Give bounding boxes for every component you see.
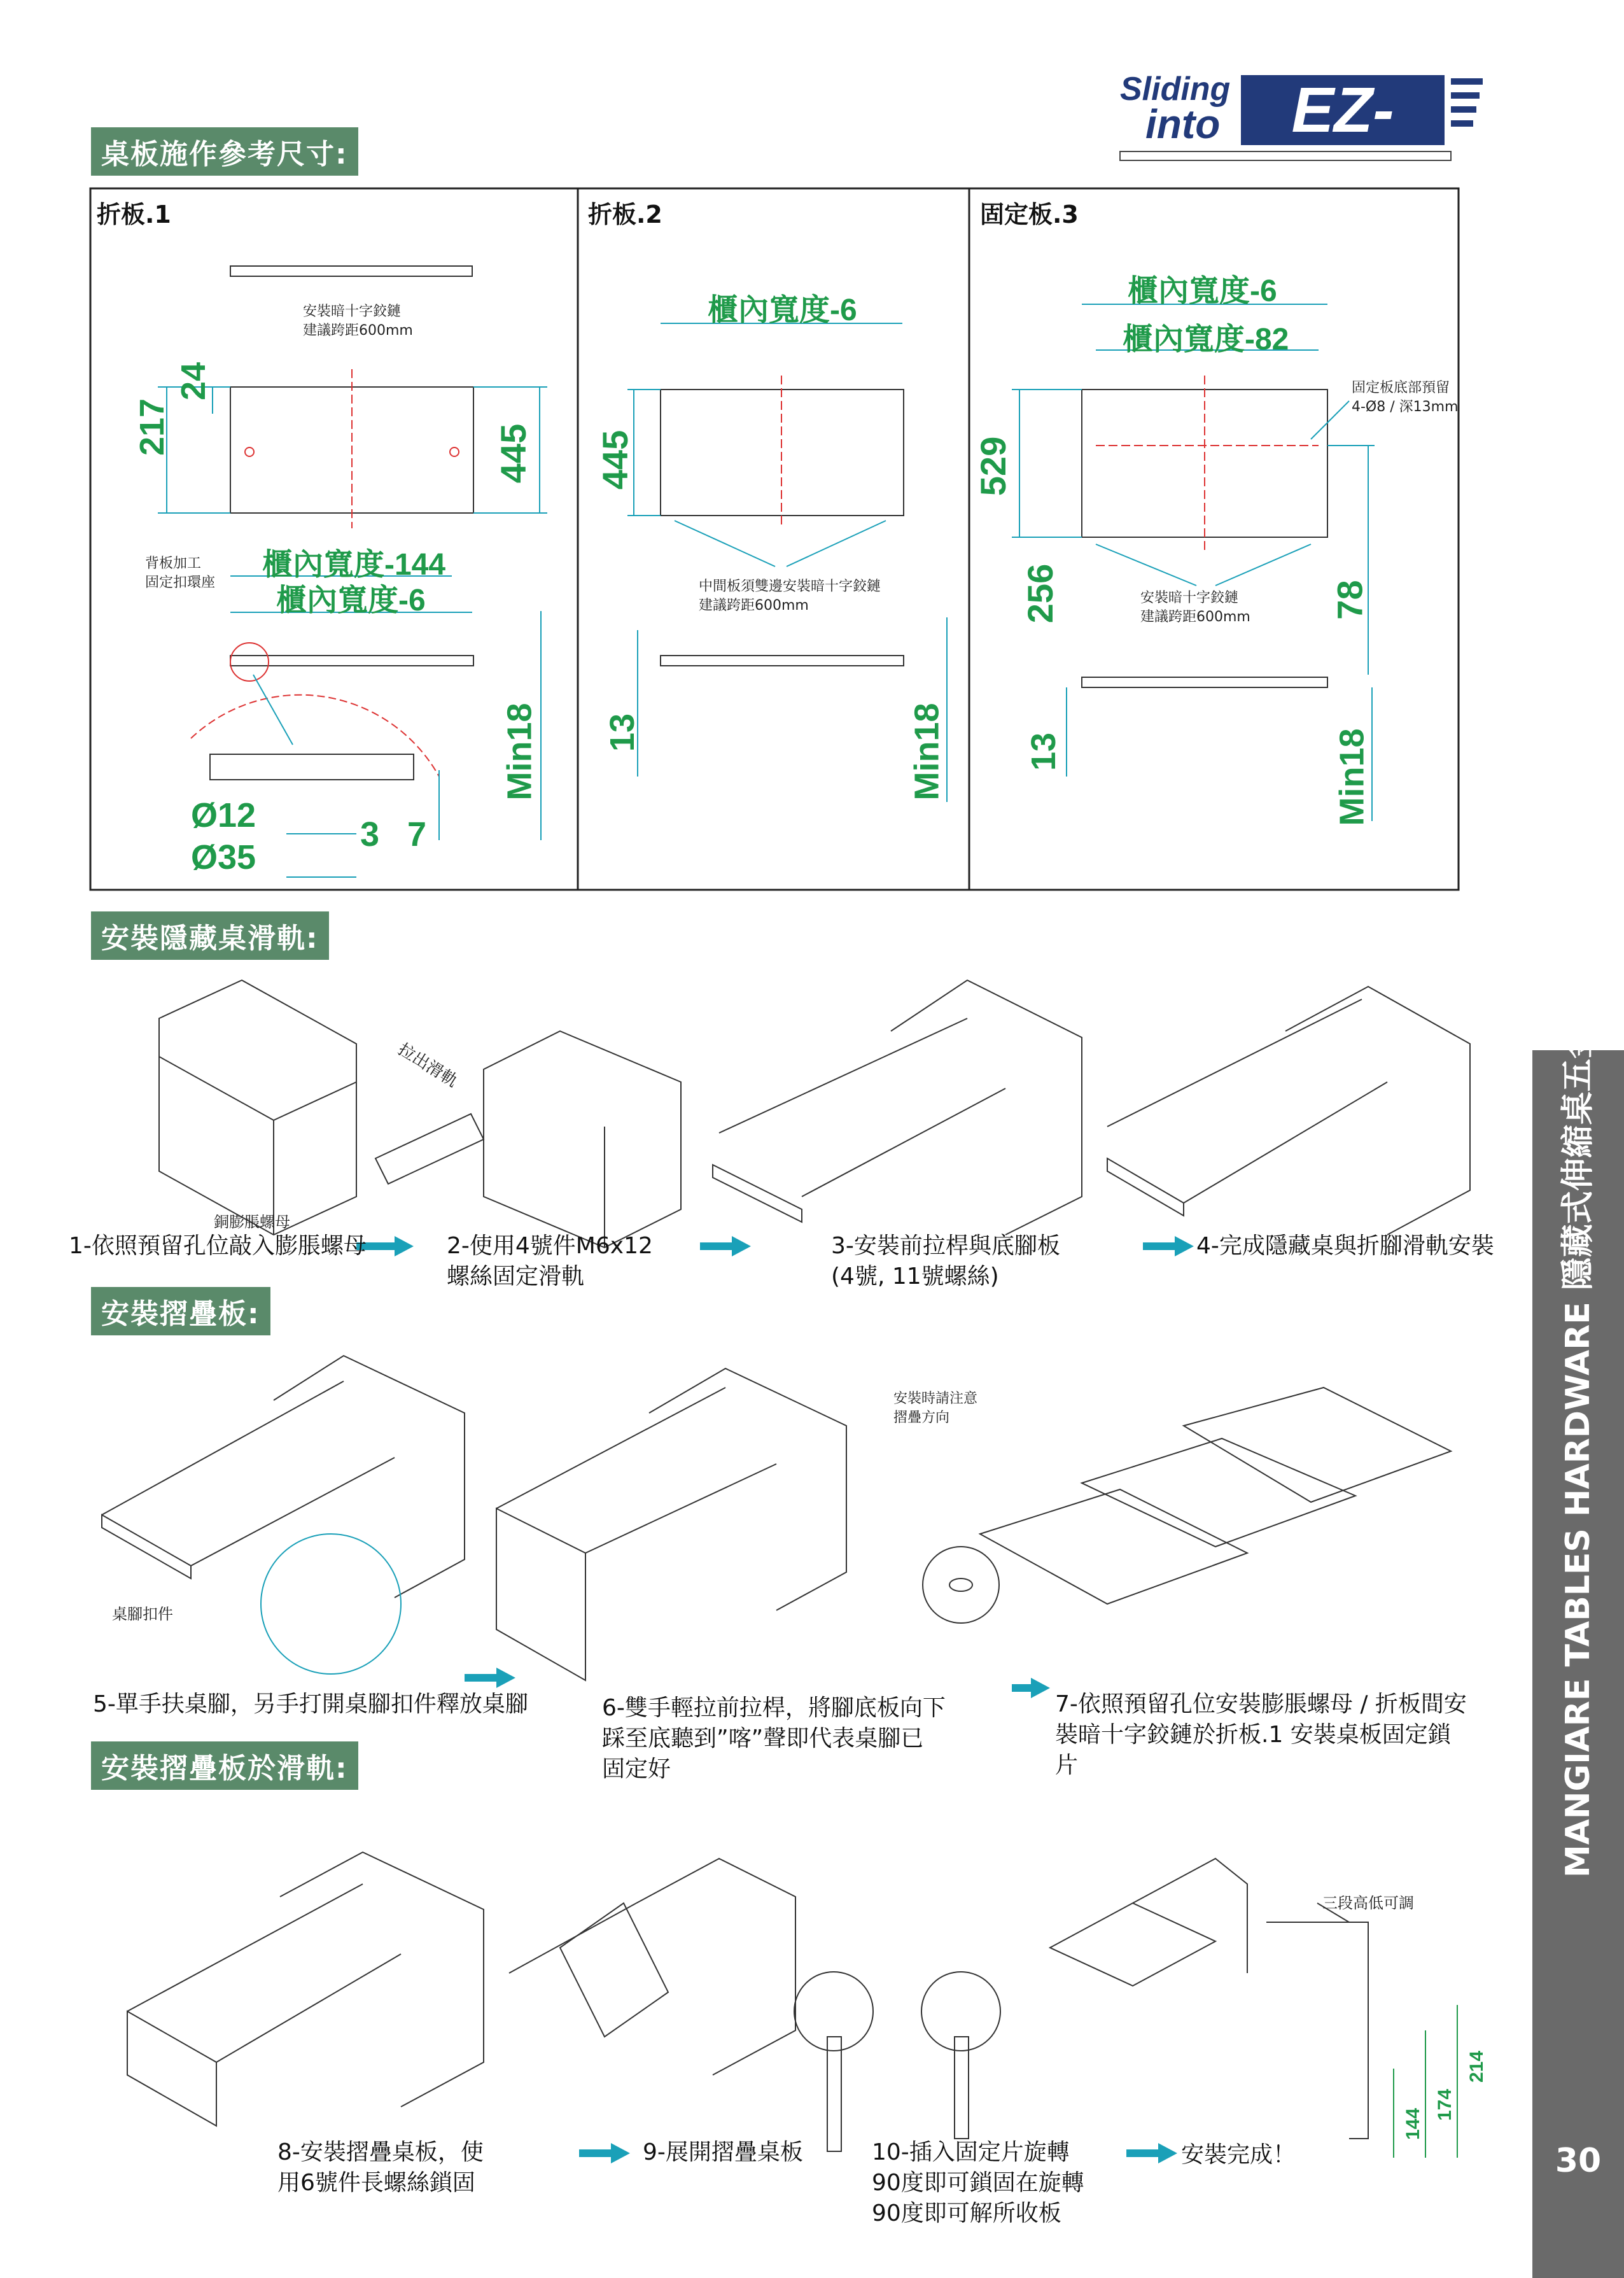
p3-hinge-note-1: 安裝暗十字鉸鏈	[1140, 590, 1239, 606]
p2-note-1: 中間板須雙邊安裝暗十字鉸鏈	[699, 579, 881, 594]
logo-into-text: into	[1145, 101, 1221, 147]
mount-step-9: 9-展開摺疊桌板	[643, 2139, 803, 2165]
section-title-rail-install: 安裝隱藏桌滑軌:	[91, 911, 329, 960]
p3-hinge-note-2: 建議跨距600mm	[1140, 609, 1250, 625]
p3-dim-min18: Min18	[1333, 728, 1371, 826]
height-214: 214	[1466, 2050, 1488, 2083]
p3-dim-529: 529	[973, 436, 1014, 496]
height-adjust-label: 三段高低可調	[1322, 1894, 1414, 1912]
p3-note-a2: 4-Ø8 / 深13mm	[1352, 399, 1459, 415]
height-144: 144	[1403, 2107, 1424, 2141]
section-title-mount-board: 安裝摺疊板於滑軌:	[91, 1741, 358, 1790]
p2-dim-445: 445	[595, 430, 636, 490]
p1-dim-3: 3	[360, 815, 380, 854]
p1-hinge-note-1: 安裝暗十字鉸鏈	[303, 304, 402, 320]
p2-dim-13: 13	[603, 713, 642, 752]
section-title-dimensions: 桌板施作參考尺寸:	[91, 127, 358, 176]
fold-step-7a: 7-依照預留孔位安裝膨脹螺母 / 折板間安	[1055, 1691, 1467, 1717]
p3-dim-width-6: 櫃內寬度-6	[1128, 274, 1277, 308]
fold-step-7c: 片	[1055, 1752, 1079, 1778]
p1-hinge-note-2: 建議跨距600mm	[303, 323, 413, 339]
fold-direction-note-2: 摺疊方向	[893, 1410, 950, 1426]
height-174: 174	[1434, 2088, 1456, 2121]
logo-brand-text: EZ-Pro	[1241, 75, 1445, 145]
mount-step-8a: 8-安裝摺疊桌板，使	[277, 2139, 484, 2165]
p1-dim-width-6: 櫃內寬度-6	[276, 584, 426, 617]
p1-dim-min18: Min18	[500, 703, 539, 801]
fold-step-5: 5-單手扶桌腳，另手打開桌腳扣件釋放桌腳	[93, 1691, 528, 1717]
mount-done: 安裝完成！	[1181, 2142, 1296, 2168]
panel-label-fold1: 折板.1	[97, 200, 171, 229]
p2-note-2: 建議跨距600mm	[699, 598, 809, 614]
section-title-fold-board: 安裝摺疊板:	[91, 1287, 270, 1335]
pull-rail-label: 拉出滑軌	[394, 1039, 461, 1092]
p3-dim-78: 78	[1329, 580, 1370, 620]
p1-dim-217: 217	[133, 398, 172, 456]
p1-dim-7: 7	[407, 815, 427, 854]
rail-step-2a: 2-使用4號件M6x12	[447, 1233, 653, 1259]
fold-step-6c: 固定好	[602, 1756, 671, 1782]
rail-step-4: 4-完成隱藏桌與折腳滑軌安裝	[1196, 1233, 1494, 1259]
mount-step-10a: 10-插入固定片旋轉	[872, 2139, 1070, 2165]
fold-step-7b: 裝暗十字鉸鏈於折板.1 安裝桌板固定鎖	[1055, 1722, 1451, 1748]
mount-step-10b: 90度即可鎖固在旋轉	[872, 2170, 1084, 2196]
rail-step-1: 1-依照預留孔位敲入膨脹螺母	[69, 1233, 367, 1259]
p3-dim-256: 256	[1020, 563, 1061, 624]
p1-dim-width-144: 櫃內寬度-144	[262, 548, 446, 582]
p1-dim-445: 445	[493, 423, 534, 484]
fold-direction-note-1: 安裝時請注意	[893, 1391, 978, 1407]
p3-dim-width-82: 櫃內寬度-82	[1123, 323, 1289, 356]
page-number: 30	[1555, 2142, 1602, 2180]
leg-clip-label: 桌腳扣件	[112, 1605, 173, 1623]
p1-back-note-1: 背板加工	[145, 556, 202, 572]
fold-step-6a: 6-雙手輕拉前拉桿，將腳底板向下	[602, 1695, 946, 1721]
p1-dim-d12: Ø12	[191, 796, 256, 834]
logo-sliding-text: Sliding	[1120, 71, 1231, 108]
p2-dim-width-6: 櫃內寬度-6	[708, 293, 857, 327]
p3-note-a1: 固定板底部預留	[1352, 380, 1450, 396]
rail-step-3a: 3-安裝前拉桿與底腳板	[831, 1233, 1060, 1259]
fold-step-6b: 踩至底聽到”喀”聲即代表桌腳已	[602, 1726, 924, 1752]
nut-label: 銅膨脹螺母	[214, 1213, 290, 1231]
p3-dim-13: 13	[1025, 732, 1063, 771]
mount-step-10c: 90度即可解所收板	[872, 2200, 1061, 2226]
rail-step-2b: 螺絲固定滑軌	[447, 1263, 585, 1290]
sidebar-title: MANGIARE TABLES HARDWARE 隱藏式伸縮桌五金	[1559, 1025, 1597, 1878]
p1-dim-d35: Ø35	[191, 838, 256, 876]
p1-dim-24: 24	[174, 362, 213, 401]
mount-step-8b: 用6號件長螺絲鎖固	[277, 2170, 475, 2196]
p1-back-note-2: 固定扣環座	[145, 575, 216, 591]
panel-label-fold2: 折板.2	[588, 200, 662, 229]
rail-step-3b: (4號, 11號螺絲)	[831, 1263, 999, 1290]
panel-label-fixed3: 固定板.3	[980, 200, 1079, 229]
p2-dim-min18: Min18	[907, 703, 946, 801]
